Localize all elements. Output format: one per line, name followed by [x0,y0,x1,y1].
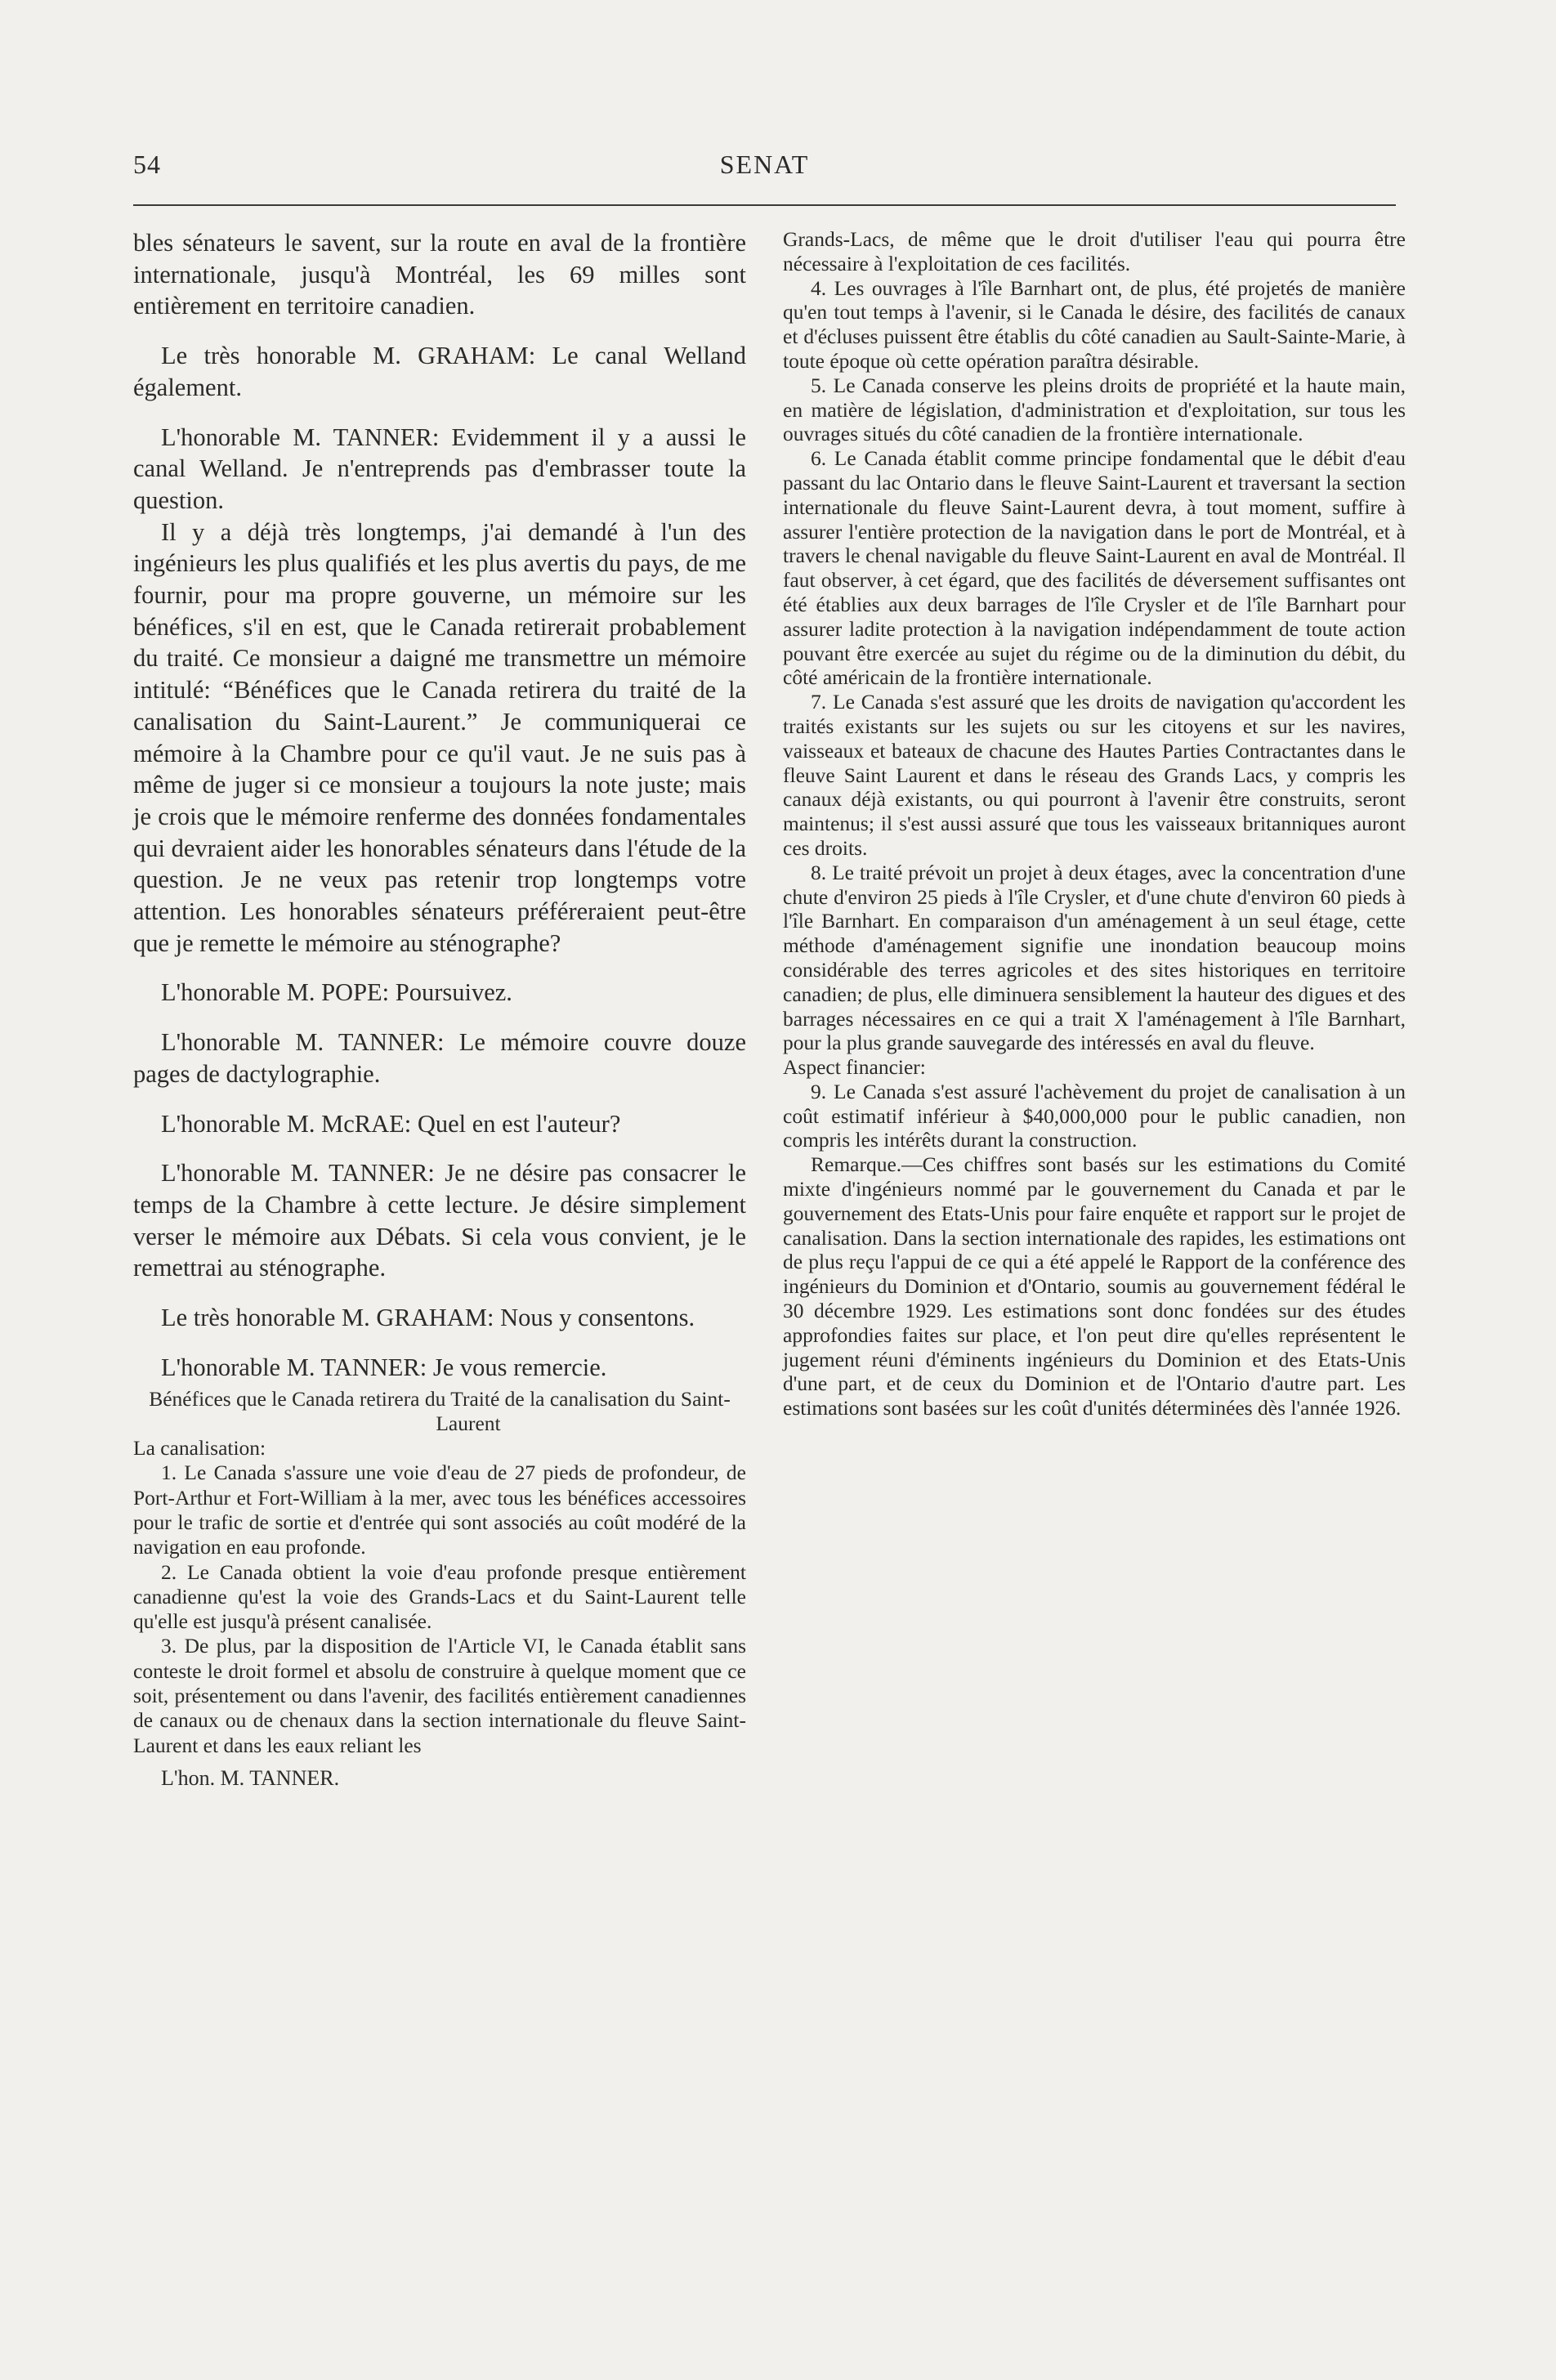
debate-text [133,227,746,1384]
paragraph: bles sénateurs le savent, sur la route en aval de la frontière internationale, jusqu'à Montréal, les 69 milles sont entièrement en territoire canadien. [133,229,746,320]
memo-paragraph: 1. Le Canada s'assure une voie d'eau de 27 pieds de profondeur, de Port-Arthur et Fort-William à la mer, avec tous les bénéfices accessoires pour le trafic de sortie et d'entrée qui sont associés au coût modéré de la navigation en eau profonde. [133,1461,746,1559]
signature: L'hon. M. TANNER. [161,1765,340,1790]
paragraph: L'honorable M. McRAE: Quel en est l'auteur? [161,1109,621,1138]
memo-title: Bénéfices que le Canada retirera du Traité de la canalisation du Saint-Laurent [149,1386,731,1435]
paragraph: Le très honorable M. GRAHAM: Nous y consentons. [161,1304,695,1332]
right-column [783,227,1406,1420]
memo-paragraph: 3. De plus, par la disposition de l'Article VI, le Canada établit sans conteste le droit formel et absolu de construire à quelque moment que ce soit, présentement ou dans l'avenir, des facilités entièrement canadiennes de canaux ou de chenaux dans la section internationale du fleuve Saint-Laurent et dans les eaux reliant les [133,1634,746,1757]
page-header [133,150,1396,182]
paragraph: L'honorable M. TANNER: Evidemment il y a aussi le canal Welland. Je n'entreprends pas d'embrasser toute la question. [133,423,746,514]
memo-paragraph: 4. Les ouvrages à l'île Barnhart ont, de plus, été projetés de manière qu'en tout temps à l'avenir, si le Canada le désire, des facilités de canaux et d'écluses puissent être établis du côté canadien au Sault-Sainte-Marie, à toute époque où cette opération paraîtra désirable. [783,275,1406,373]
memo-paragraph: Remarque.—Ces chiffres sont basés sur les estimations du Comité mixte d'ingénieurs nommé par le gouvernement du Canada et par le gouvernement des Etats-Unis pour faire enquête et rapport sur le projet de canalisation. Dans la section internationale des rapides, les estimations ont de plus reçu l'appui de ce qui a été appelé le Rapport de la conférence des ingénieurs du Dominion et d'Ontario, soumis au gouvernement fédéral le 30 décembre 1929. Les estimations sont donc fondées sur des études approfondies faites sur place, et l'on peut dire qu'elles représentent le jugement réuni d'éminents ingénieurs du Dominion et des Etats-Unis d'une part, et de ceux du Dominion et de l'Ontario d'autre part. Les estimations sont basées sur les coût d'unités déterminées dès l'année 1926. [783,1152,1406,1420]
memo-text [133,1387,746,1792]
header-rule [133,204,1396,206]
paragraph: Il y a déjà très longtemps, j'ai demandé à l'un des ingénieurs les plus qualifiés et les plus avertis du pays, de me fournir, pour ma propre gouverne, un mémoire sur les bénéfices, s'il en est, que le Canada retirerait probablement du traité. Ce monsieur a daigné me transmettre un mémoire intitulé: “Bénéfices que le Canada retirera du traité de la canalisation du Saint-Laurent.” Je communiquerai ce mémoire à la Chambre pour ce qu'il vaut. Je ne suis pas à même de juger si ce monsieur a toujours la note juste; mais je crois que le mémoire renferme des données fondamentales qui devraient aider les honorables sénateurs dans l'étude de la question. Je ne veux pas retenir trop longtemps votre attention. Les honorables sénateurs préféreraient peut-être que je remette le mémoire au sténographe? [133,517,746,957]
paragraph: L'honorable M. POPE: Poursuivez. [161,978,512,1007]
memo-paragraph: 2. Le Canada obtient la voie d'eau profonde presque entièrement canadienne qu'est la voie des Grands-Lacs et du Saint-Laurent telle qu'elle est jusqu'à présent canalisée. [133,1559,746,1634]
memo-paragraph: Grands-Lacs, de même que le droit d'utiliser l'eau qui pourra être nécessaire à l'exploitation de ces facilités. [783,227,1406,275]
memo-paragraph: 7. Le Canada s'est assuré que les droits de navigation qu'accordent les traités existants sur les sujets ou sur les citoyens et sur les navires, vaisseaux et bateaux de chacune des Hautes Parties Contractantes dans le fleuve Saint Laurent et dans le réseau des Grands Lacs, y compris les canaux déjà existants, ou qui pourront à l'avenir être construits, seront maintenus; il s'est aussi assuré que tous les vaisseaux britanniques auront ces droits. [783,690,1406,860]
memo-paragraph: 8. Le traité prévoit un projet à deux étages, avec la concentration d'une chute d'environ 25 pieds à l'île Crysler, et d'une chute d'environ 60 pieds à l'île Barnhart. En comparaison d'un aménagement à un seul étage, cette méthode d'aménagement signifie une inondation beaucoup moins considérable des terres agricoles et des sites historiques en territoire canadien; de plus, elle diminuera sensiblement la hauteur des digues et des barrages nécessaires en ce qui a trait X l'aménagement à l'île Barnhart, pour la plus grande sauvegarde des intéressés en aval du fleuve. [783,860,1406,1055]
paragraph: Le très honorable M. GRAHAM: Le canal Welland également. [133,342,746,401]
memo-paragraph: 5. Le Canada conserve les pleins droits de propriété et la haute main, en matière de législation, d'administration et d'exploitation, sur tous les ouvrages situés du côté canadien de la frontière internationale. [783,373,1406,446]
section-heading: Aspect financier: [783,1055,926,1080]
memo-paragraph: 6. Le Canada établit comme principe fondamental que le débit d'eau passant du lac Ontario dans le fleuve Saint-Laurent et traversant la section internationale du fleuve Saint-Laurent devra, à tout moment, suffire à assurer l'entière protection de la navigation dans le port de Montréal, et à travers le chenal navigable du fleuve Saint-Laurent en aval de Montréal. Il faut observer, à cet égard, que des facilités de déversement suffisantes ont été établies aux deux barrages de l'île Crysler et de l'île Barnhart pour assurer ladite protection à la navigation indépendamment de toute action pouvant être exercée au sujet du régime ou de la diminution du débit, du côté américain de la frontière internationale. [783,446,1406,690]
paragraph: L'honorable M. TANNER: Je ne désire pas consacrer le temps de la Chambre à cette lecture. Je désire simplement verser le mémoire aux Débats. Si cela vous convient, je le remettrai au sténographe. [133,1159,746,1282]
paragraph: L'honorable M. TANNER: Le mémoire couvre douze pages de dactylographie. [133,1028,746,1088]
paragraph: L'honorable M. TANNER: Je vous remercie. [161,1353,607,1381]
page-number: 54 [133,150,161,179]
memo-paragraph: 9. Le Canada s'est assuré l'achèvement du projet de canalisation à un coût estimatif inférieur à $40,000,000 pour le public canadien, non compris les intérêts durant la construction. [783,1079,1406,1152]
running-title: SENAT [719,150,810,179]
left-column [133,227,746,1791]
section-heading: La canalisation: [133,1436,266,1461]
